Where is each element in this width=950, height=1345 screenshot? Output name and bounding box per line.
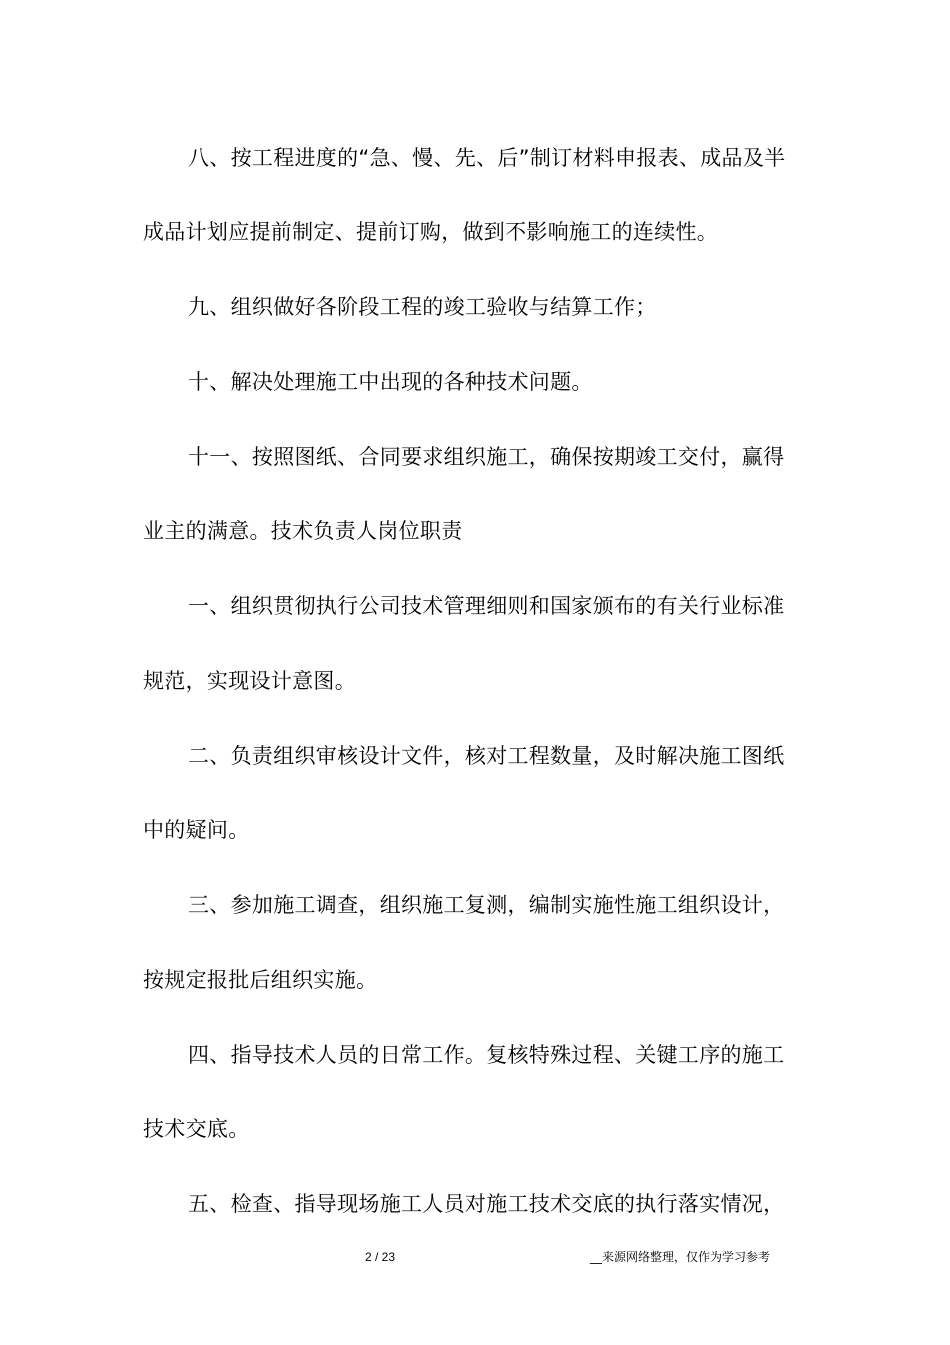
page-number: 2 / 23	[364, 1250, 396, 1264]
paragraph-line: 二、负责组织审核设计文件，核对工程数量，及时解决施工图纸	[188, 744, 785, 768]
paragraph-line: 按规定报批后组织实施。	[143, 968, 378, 992]
paragraph-line: 业主的满意。技术负责人岗位职责	[143, 519, 463, 543]
paragraph-line: 技术交底。	[143, 1117, 250, 1141]
paragraph-line: 九、组织做好各阶段工程的竣工验收与结算工作；	[188, 295, 657, 319]
paragraph-line: 五、检查、指导现场施工人员对施工技术交底的执行落实情况，	[188, 1192, 785, 1216]
paragraph-line: 八、按工程进度的“急、慢、先、后”制订材料申报表、成品及半	[188, 146, 786, 170]
source-note: __来源网络整理，仅作为学习参考	[590, 1250, 771, 1264]
paragraph-line: 十一、按照图纸、合同要求组织施工，确保按期竣工交付，赢得	[188, 445, 785, 469]
paragraph-line: 三、参加施工调查，组织施工复测，编制实施性施工组织设计，	[188, 893, 785, 917]
paragraph-line: 十、解决处理施工中出现的各种技术问题。	[188, 370, 593, 394]
paragraph-line: 一、组织贯彻执行公司技术管理细则和国家颁布的有关行业标准	[188, 594, 785, 618]
paragraph-line: 规范，实现设计意图。	[143, 669, 356, 693]
paragraph-line: 中的疑问。	[143, 818, 250, 842]
paragraph-line: 成品计划应提前制定、提前订购，做到不影响施工的连续性。	[143, 220, 719, 244]
paragraph-line: 四、指导技术人员的日常工作。复核特殊过程、关键工序的施工	[188, 1043, 785, 1067]
